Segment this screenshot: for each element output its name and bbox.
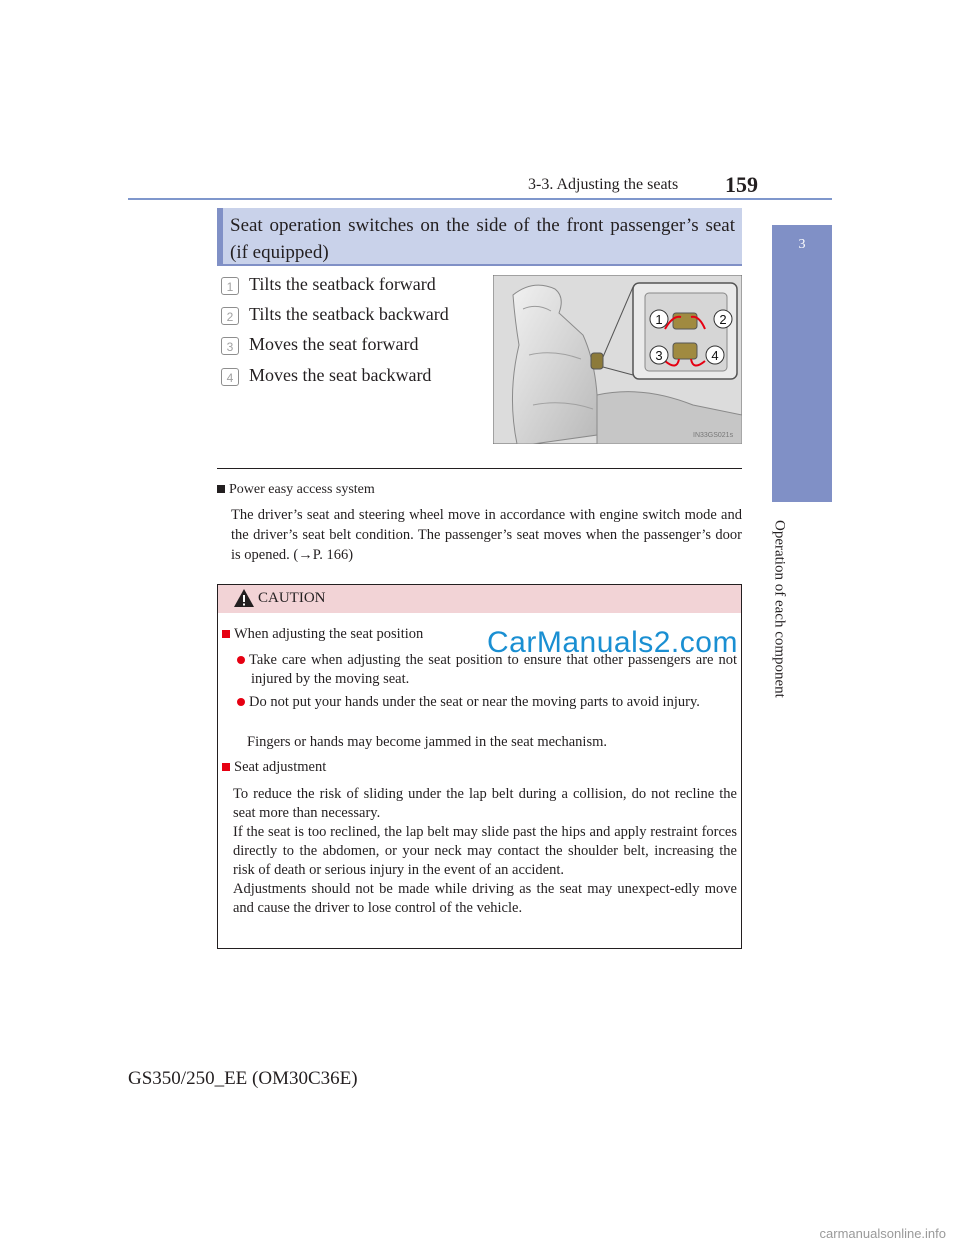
- chapter-number: 3: [798, 237, 806, 252]
- caution-bullet: [237, 693, 737, 712]
- caution-paragraph-line: If the seat is too reclined, the lap belt may slide past the hips and apply restraint forces directly to the abdomen, or your neck may contact the shoulder belt, increasing the risk of death or serious injury in the event of an accident.: [233, 824, 737, 878]
- caution-heading-1: [222, 625, 423, 644]
- footer-site: carmanualsonline.info: [819, 1226, 946, 1241]
- chapter-label-text: Operation of each component: [771, 520, 788, 698]
- footer-model-code: GS350/250_EE (OM30C36E): [128, 1068, 358, 1089]
- callout-2: 2: [719, 312, 727, 327]
- footer-watermark: [0, 1226, 960, 1242]
- square-bullet-icon: [217, 485, 225, 493]
- step-number: 3: [221, 337, 239, 355]
- caution-bullet-text: Do not put your hands under the seat or near the moving parts to avoid injury.: [249, 694, 700, 710]
- note-heading-text: Power easy access system: [229, 482, 375, 497]
- square-bullet-icon: [222, 630, 230, 638]
- round-bullet-icon: [237, 698, 245, 706]
- header-rule: [128, 198, 832, 200]
- callout-4: 4: [711, 348, 719, 363]
- callout-1: 1: [655, 312, 663, 327]
- step-number: 2: [221, 307, 239, 325]
- chapter-tab: [772, 225, 832, 502]
- step-number: 1: [221, 277, 239, 295]
- caution-paragraph: [233, 785, 737, 918]
- chapter-label: [761, 520, 797, 720]
- caution-bullet-text: Take care when adjusting the seat position to ensure that other passengers are not injured by the moving seat.: [249, 652, 737, 687]
- step-label: Tilts the seatback backward: [249, 304, 449, 324]
- caution-heading-2: [222, 758, 326, 777]
- callout-3: 3: [655, 348, 663, 363]
- note-heading: [217, 482, 375, 498]
- note-body: The driver’s seat and steering wheel move in accordance with engine switch mode and the driver’s seat belt condition. The passenger’s seat moves when the passenger’s door is opened. (→P. 166): [231, 507, 742, 563]
- watermark: CarManuals2.com: [487, 626, 738, 659]
- page-number: 159: [725, 172, 758, 197]
- seat-switch-illustration: [493, 275, 742, 444]
- warning-triangle-icon: [233, 588, 255, 608]
- caution-bullet-continued: Fingers or hands may become jammed in the seat mechanism.: [247, 734, 607, 750]
- caution-title: CAUTION: [258, 590, 326, 606]
- section-title: 3-3. Adjusting the seats: [528, 176, 679, 193]
- section-divider: [217, 468, 742, 469]
- step-label: Tilts the seatback forward: [249, 274, 436, 294]
- caution-heading-text: When adjusting the seat position: [234, 626, 424, 642]
- step-number: 4: [221, 368, 239, 386]
- subheading: Seat operation switches on the side of the front passenger’s seat (if equipped): [230, 215, 735, 263]
- caution-paragraph-line: To reduce the risk of sliding under the lap belt during a collision, do not recline the seat more than necessary.: [233, 786, 737, 821]
- figure-code: IN33GS021s: [693, 432, 734, 439]
- round-bullet-icon: [237, 656, 245, 664]
- step-label: Moves the seat backward: [249, 365, 432, 385]
- step-label: Moves the seat forward: [249, 334, 419, 354]
- caution-paragraph-line: Adjustments should not be made while driving as the seat may unexpect-edly move and cause the driver to lose control of the vehicle.: [233, 881, 737, 916]
- caution-heading-text: Seat adjustment: [234, 759, 327, 775]
- square-bullet-icon: [222, 763, 230, 771]
